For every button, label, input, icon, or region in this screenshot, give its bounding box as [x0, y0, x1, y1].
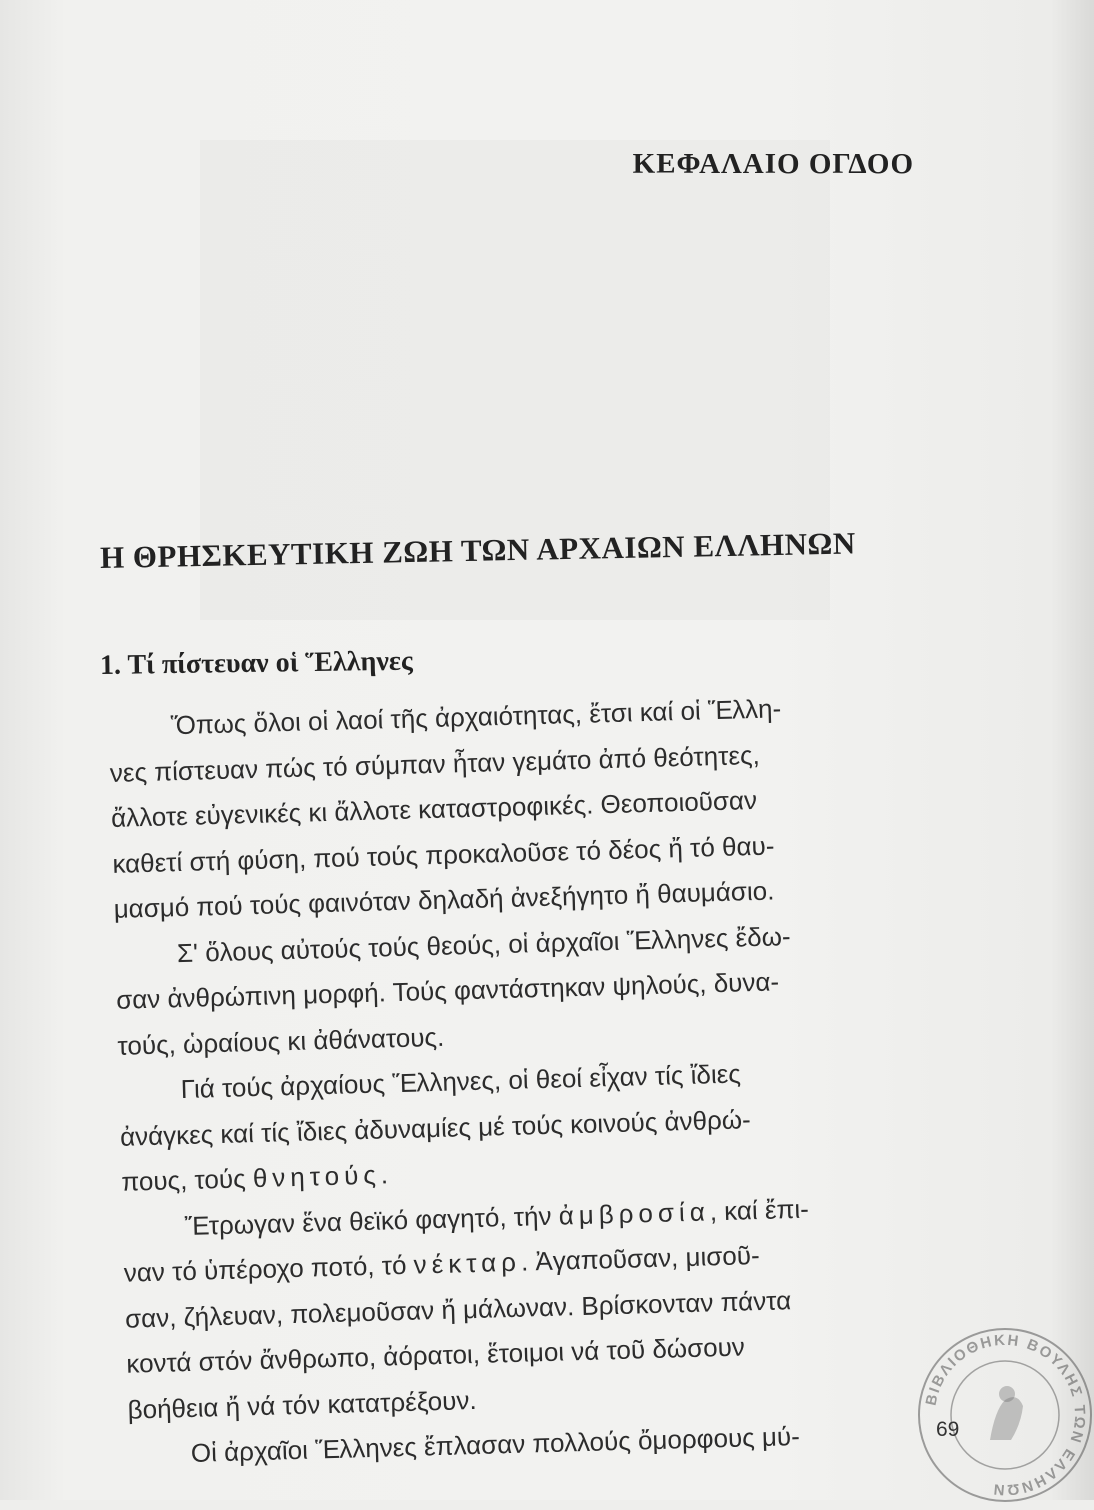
section-heading [100, 646, 413, 682]
text-line: Ὅπως ὅλοι οἱ λαοί τῆς ἀρχαιότητας, ἔτσι καί οἱ Ἕλλη- [170, 693, 782, 741]
text-line: πους, τούς θνητούς. [120, 1159, 389, 1197]
text-line: ἀνάγκες καί τίς ἴδιες ἀδυναμίες μέ τούς κοινούς ἀνθρώ- [119, 1103, 752, 1152]
section-title: Τί πίστευαν οἱ Ἕλληνες [127, 645, 413, 681]
text-line: σαν ἀνθρώπινη μορφή. Τούς φαντάστηκαν ψηλούς, δυνα- [115, 966, 780, 1015]
library-stamp [910, 1320, 1094, 1510]
text-line: τούς, ὡραίους κι ἀθάνατους. [117, 1021, 445, 1061]
text-line: Γιά τούς ἀρχαίους Ἕλληνες, οἱ θεοί εἶχαν τίς ἴδιες [180, 1058, 742, 1105]
section-number: 1. [99, 649, 122, 681]
text-line: μασμό πού τούς φαινόταν δηλαδή ἀνεξήγητο ἤ θαυμάσιο. [113, 875, 775, 924]
text-line: νες πίστευαν πώς τό σύμπαν ἦταν γεμάτο ἀπό θεότητες, [109, 739, 761, 788]
text-line: καθετί στή φύση, πού τούς προκαλοῦσε τό δέος ἤ τό θαυ- [112, 829, 775, 879]
page-number: 69 [936, 1418, 960, 1441]
text-line: Ἔτρωγαν ἕνα θεϊκό φαγητό, τήν ἀμβροσία, καί ἔπι- [184, 1193, 810, 1241]
text-line: σαν, ζήλευαν, πολεμοῦσαν ἤ μάλωναν. Βρίσκονταν πάντα [124, 1284, 792, 1334]
chapter-label: ΚΕΦΑΛΑΙΟ ΟΓΔΟΟ [632, 148, 914, 180]
text-line: κοντά στόν ἄνθρωπο, ἀόρατοι, ἕτοιμοι νά τοῦ δώσουν [125, 1331, 746, 1379]
text-line: Σ' ὅλους αὐτούς τούς θεούς, οἱ ἀρχαῖοι Ἕλληνες ἔδω- [176, 920, 791, 968]
text-line: ναν τό ὑπέροχο ποτό, τό νέκταρ. Ἀγαποῦσαν, μισοῦ- [123, 1240, 761, 1288]
text-line: βοήθεια ἤ νά τόν κατατρέξουν. [127, 1384, 477, 1425]
text-line: ἄλλοτε εὐγενικές κι ἄλλοτε καταστροφικές. Θεοποιοῦσαν [110, 784, 758, 833]
text-line: Οἱ ἀρχαῖοι Ἕλληνες ἔπλασαν πολλούς ὄμορφους μύ- [190, 1420, 801, 1468]
svg-text:ΒΙΒΛΙΟΘΗΚΗ ΒΟΥΛΗΣ ΤΩΝ ΕΛΛΗΝΩΝ: ΒΙΒΛΙΟΘΗΚΗ ΒΟΥΛΗΣ ΤΩΝ ΕΛΛΗΝΩΝ [922, 1331, 1089, 1499]
chapter-title: Η ΘΡΗΣΚΕΥΤΙΚΗ ΖΩΗ ΤΩΝ ΑΡΧΑΙΩΝ ΕΛΛΗΝΩΝ [99, 525, 856, 575]
body-text [108, 681, 989, 1478]
emphasized-word: θνητούς [252, 1159, 382, 1194]
emphasized-word: νέκταρ [413, 1246, 522, 1280]
emphasized-word: ἀμβροσία [558, 1195, 711, 1231]
